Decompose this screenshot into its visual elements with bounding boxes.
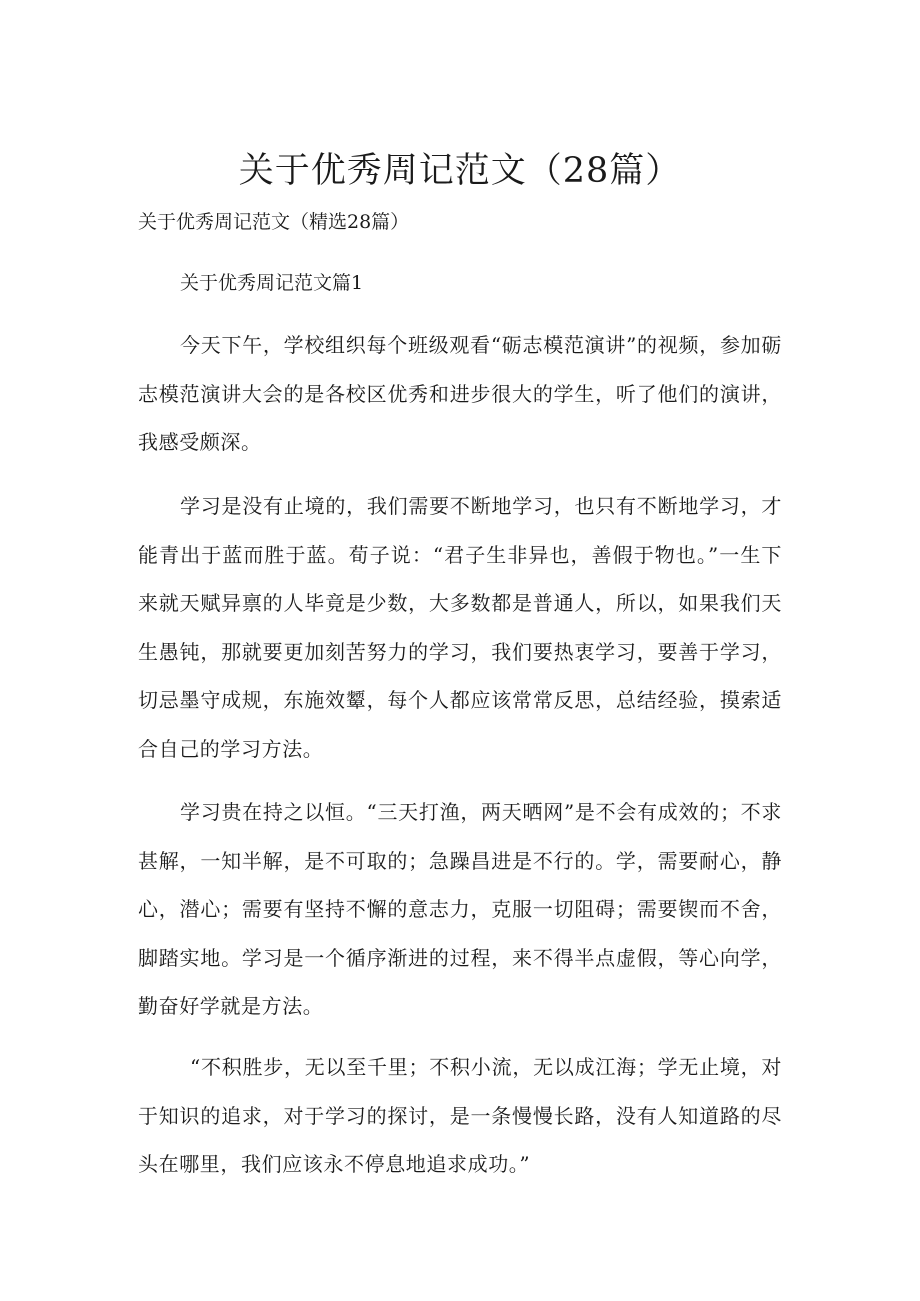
paragraph-4: “不积胜步，无以至千里；不积小流，无以成江海；学无止境，对于知识的追求，对于学习的探讨，是一条慢慢长路，没有人知道路的尽头在哪里，我们应该永不停息地追求成功。” [138,1055,782,1176]
paragraph-1: 今天下午，学校组织每个班级观看“砺志模范演讲”的视频，参加砺志模范演讲大会的是各校区优秀和进步很大的学生，听了他们的演讲，我感受颇深。 [138,333,782,454]
document-title: 关于优秀周记范文（28篇） [238,151,682,191]
paragraph-2: 学习是没有止境的，我们需要不断地学习，也只有不断地学习，才能青出于蓝而胜于蓝。荀子说：“君子生非异也，善假于物也。”一生下来就天赋异禀的人毕竟是少数，大多数都是普通人，所以，如果我们天生愚钝，那就要更加刻苦努力的学习，我们要热衷学习，要善于学习，切忌墨守成规，东施效颦，每个人都应该常常反思，总结经验，摸索适合自己的学习方法。 [138,494,782,761]
paragraph-3: 学习贵在持之以恒。“三天打渔，两天晒网”是不会有成效的；不求甚解，一知半解，是不可取的；急躁昌进是不行的。学，需要耐心，静心，潜心；需要有坚持不懈的意志力，克服一切阻碍；需要锲而不舍，脚踏实地。学习是一个循序渐进的过程，来不得半点虚假，等心向学，勤奋好学就是方法。 [138,800,782,1018]
document-subtitle: 关于优秀周记范文（精选28篇） [138,211,410,233]
section-heading: 关于优秀周记范文篇1 [180,272,364,294]
